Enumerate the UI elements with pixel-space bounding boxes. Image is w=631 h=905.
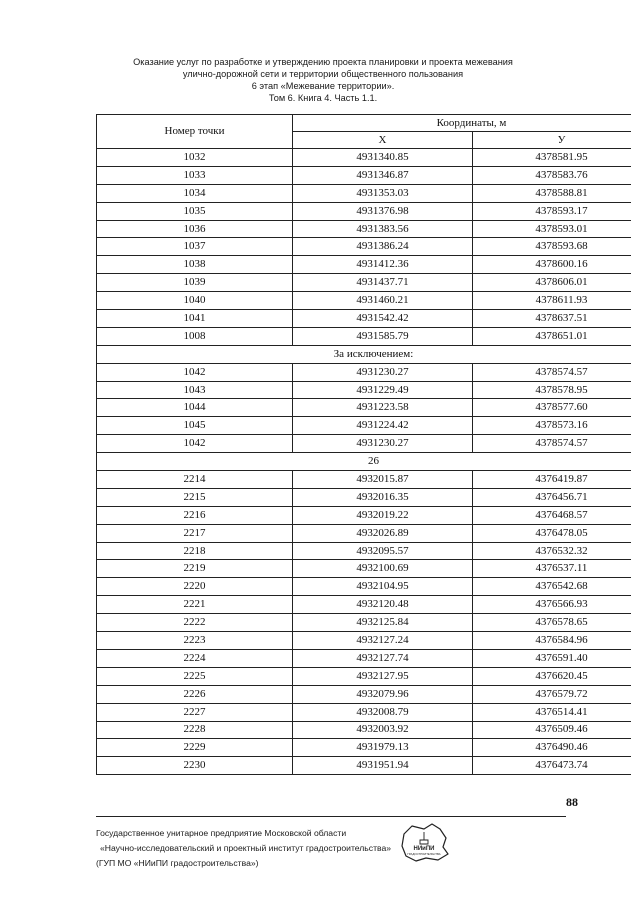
cell-y: 4376514.41 (473, 703, 631, 721)
column-header-point-number: Номер точки (97, 115, 293, 149)
footer-divider (96, 816, 566, 817)
table-row (97, 757, 631, 775)
cell-point-number: 1043 (97, 381, 293, 399)
cell-y: 4376537.11 (473, 560, 631, 578)
cell-y: 4376542.68 (473, 578, 631, 596)
cell-y: 4378578.95 (473, 381, 631, 399)
table-body-section-26 (97, 471, 631, 775)
cell-point-number: 1039 (97, 274, 293, 292)
table-row (97, 596, 631, 614)
cell-x: 4931460.21 (293, 292, 473, 310)
table-header (97, 115, 631, 149)
table-row (97, 506, 631, 524)
cell-point-number: 1042 (97, 435, 293, 453)
cell-y: 4378588.81 (473, 184, 631, 202)
cell-y: 4378574.57 (473, 435, 631, 453)
table-row (97, 667, 631, 685)
cell-x: 4932127.95 (293, 667, 473, 685)
cell-x: 4932003.92 (293, 721, 473, 739)
header-line-2: улично-дорожной сети и территории общественного пользования (182, 69, 464, 79)
cell-x: 4931353.03 (293, 184, 473, 202)
cell-point-number: 1037 (97, 238, 293, 256)
cell-x: 4931585.79 (293, 327, 473, 345)
table-row (97, 435, 631, 453)
cell-point-number: 1040 (97, 292, 293, 310)
table-row (97, 149, 631, 167)
cell-x: 4931340.85 (293, 149, 473, 167)
cell-y: 4378581.95 (473, 149, 631, 167)
coordinates-table (96, 114, 631, 775)
cell-point-number: 2228 (97, 721, 293, 739)
cell-x: 4931230.27 (293, 435, 473, 453)
cell-x: 4931386.24 (293, 238, 473, 256)
table-row (97, 166, 631, 184)
cell-x: 4931542.42 (293, 310, 473, 328)
column-header-x: X (293, 132, 473, 149)
table-row (97, 542, 631, 560)
cell-y: 4376509.46 (473, 721, 631, 739)
cell-point-number: 1036 (97, 220, 293, 238)
table-row (97, 220, 631, 238)
cell-point-number: 2214 (97, 471, 293, 489)
institute-logo-icon (396, 820, 452, 864)
document-header (95, 56, 551, 104)
cell-point-number: 1034 (97, 184, 293, 202)
cell-y: 4376566.93 (473, 596, 631, 614)
cell-point-number: 1044 (97, 399, 293, 417)
table-row (97, 363, 631, 381)
column-header-coordinates: Координаты, м (293, 115, 631, 132)
cell-point-number: 1041 (97, 310, 293, 328)
cell-y: 4378573.16 (473, 417, 631, 435)
cell-y: 4376468.57 (473, 506, 631, 524)
cell-x: 4931223.58 (293, 399, 473, 417)
cell-x: 4932026.89 (293, 524, 473, 542)
table-row (97, 292, 631, 310)
cell-point-number: 1045 (97, 417, 293, 435)
table-row (97, 399, 631, 417)
table-row (97, 256, 631, 274)
cell-y: 4376532.32 (473, 542, 631, 560)
cell-x: 4932008.79 (293, 703, 473, 721)
cell-x: 4932127.74 (293, 649, 473, 667)
cell-point-number: 1033 (97, 166, 293, 184)
header-line-3: 6 этап «Межевание территории». (251, 81, 395, 91)
cell-point-number: 1008 (97, 327, 293, 345)
cell-y: 4376478.05 (473, 524, 631, 542)
cell-x: 4931376.98 (293, 202, 473, 220)
table-row (97, 649, 631, 667)
table-row (97, 524, 631, 542)
cell-y: 4376490.46 (473, 739, 631, 757)
cell-point-number: 2230 (97, 757, 293, 775)
cell-x: 4932015.87 (293, 471, 473, 489)
cell-x: 4931346.87 (293, 166, 473, 184)
cell-y: 4376620.45 (473, 667, 631, 685)
cell-y: 4376473.74 (473, 757, 631, 775)
header-line-4: Том 6. Книга 4. Часть 1.1. (268, 93, 378, 103)
cell-y: 4376456.71 (473, 488, 631, 506)
cell-y: 4378593.01 (473, 220, 631, 238)
column-header-y: У (473, 132, 631, 149)
svg-text:НИиПИ: НИиПИ (413, 846, 435, 852)
cell-y: 4376578.65 (473, 614, 631, 632)
cell-point-number: 2215 (97, 488, 293, 506)
footer-line-2: «Научно-исследовательский и проектный институт градостроительства» (100, 843, 392, 853)
table-row (97, 614, 631, 632)
cell-point-number: 2218 (97, 542, 293, 560)
cell-x: 4932125.84 (293, 614, 473, 632)
cell-y: 4378611.93 (473, 292, 631, 310)
cell-y: 4378593.68 (473, 238, 631, 256)
cell-y: 4378637.51 (473, 310, 631, 328)
cell-point-number: 2227 (97, 703, 293, 721)
cell-x: 4932100.69 (293, 560, 473, 578)
cell-x: 4931229.49 (293, 381, 473, 399)
document-footer (96, 826, 391, 871)
cell-x: 4932127.24 (293, 632, 473, 650)
table-row (97, 471, 631, 489)
svg-text:ГРАДОСТРОИТЕЛЬСТВА: ГРАДОСТРОИТЕЛЬСТВА (407, 852, 441, 856)
cell-x: 4932120.48 (293, 596, 473, 614)
cell-point-number: 2229 (97, 739, 293, 757)
cell-y: 4378606.01 (473, 274, 631, 292)
cell-point-number: 2220 (97, 578, 293, 596)
cell-y: 4378577.60 (473, 399, 631, 417)
cell-point-number: 2217 (97, 524, 293, 542)
cell-x: 4931412.36 (293, 256, 473, 274)
cell-x: 4931230.27 (293, 363, 473, 381)
page-number: 88 (566, 795, 578, 809)
table-row (97, 488, 631, 506)
cell-point-number: 1038 (97, 256, 293, 274)
cell-y: 4376591.40 (473, 649, 631, 667)
cell-point-number: 1032 (97, 149, 293, 167)
table-row (97, 274, 631, 292)
cell-x: 4932104.95 (293, 578, 473, 596)
cell-point-number: 1042 (97, 363, 293, 381)
cell-point-number: 2223 (97, 632, 293, 650)
table-body-main (97, 149, 631, 346)
cell-y: 4378574.57 (473, 363, 631, 381)
header-line-1: Оказание услуг по разработке и утверждению проекта планировки и проекта межевания (133, 57, 513, 67)
table-row (97, 238, 631, 256)
cell-point-number: 2216 (97, 506, 293, 524)
cell-x: 4932079.96 (293, 685, 473, 703)
cell-x: 4932016.35 (293, 488, 473, 506)
cell-point-number: 2219 (97, 560, 293, 578)
table-row (97, 685, 631, 703)
cell-x: 4931979.13 (293, 739, 473, 757)
cell-x: 4931437.71 (293, 274, 473, 292)
cell-point-number: 2224 (97, 649, 293, 667)
cell-point-number: 2226 (97, 685, 293, 703)
table-row (97, 327, 631, 345)
cell-y: 4378600.16 (473, 256, 631, 274)
cell-point-number: 2221 (97, 596, 293, 614)
table-row (97, 560, 631, 578)
exclusion-section (97, 345, 631, 363)
cell-x: 4931224.42 (293, 417, 473, 435)
table-row (97, 184, 631, 202)
table-row (97, 417, 631, 435)
cell-x: 4931951.94 (293, 757, 473, 775)
cell-x: 4931383.56 (293, 220, 473, 238)
table-row (97, 202, 631, 220)
footer-line-1: Государственное унитарное предприятие Московской области (96, 828, 347, 838)
cell-y: 4378651.01 (473, 327, 631, 345)
footer-line-3: (ГУП МО «НИиПИ градостроительства») (96, 858, 259, 868)
section-label: 26 (97, 453, 631, 471)
cell-point-number: 2222 (97, 614, 293, 632)
table-row (97, 632, 631, 650)
cell-x: 4932019.22 (293, 506, 473, 524)
exclusion-label: За исключением: (97, 345, 631, 363)
cell-point-number: 1035 (97, 202, 293, 220)
cell-y: 4376579.72 (473, 685, 631, 703)
table-row (97, 310, 631, 328)
cell-y: 4376419.87 (473, 471, 631, 489)
section-26 (97, 453, 631, 471)
cell-y: 4378593.17 (473, 202, 631, 220)
cell-y: 4376584.96 (473, 632, 631, 650)
cell-y: 4378583.76 (473, 166, 631, 184)
table-row (97, 578, 631, 596)
table-body-exclusion (97, 363, 631, 452)
table-row (97, 381, 631, 399)
cell-point-number: 2225 (97, 667, 293, 685)
cell-x: 4932095.57 (293, 542, 473, 560)
table-row (97, 721, 631, 739)
table-row (97, 703, 631, 721)
table-row (97, 739, 631, 757)
